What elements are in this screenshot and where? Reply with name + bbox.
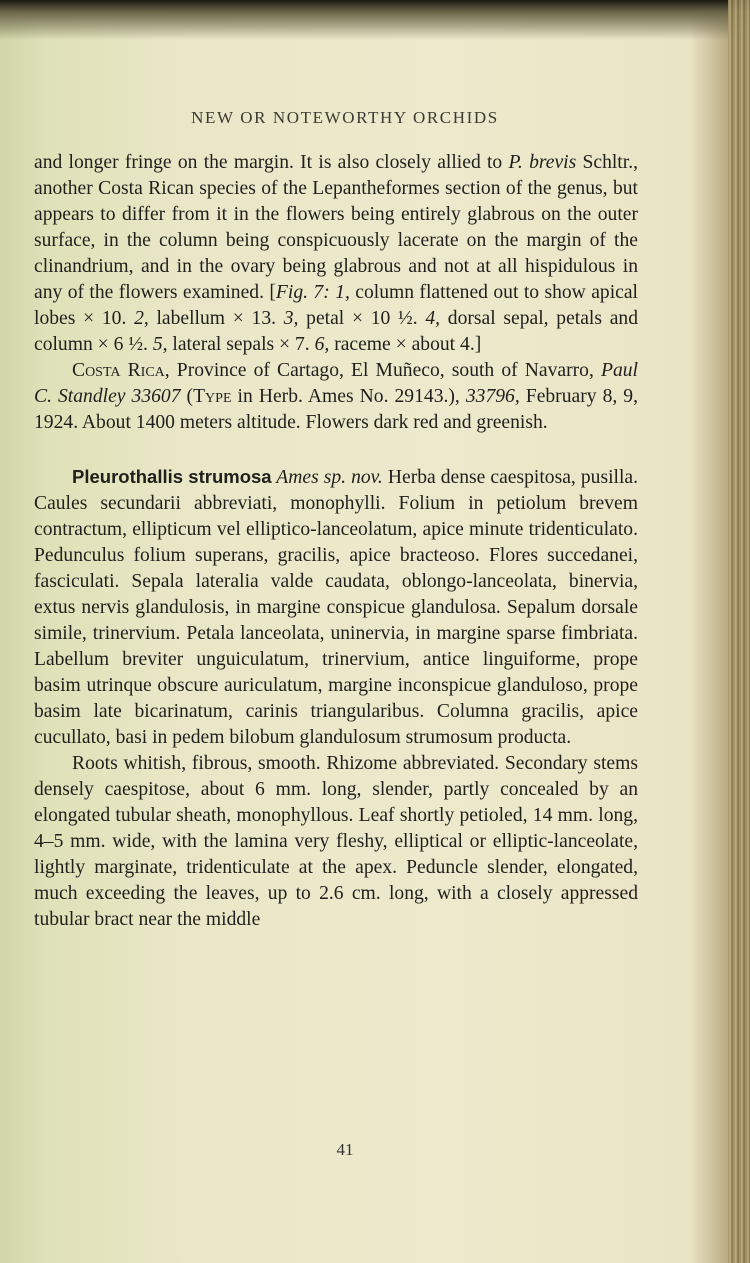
book-spine-edge	[728, 0, 750, 1263]
collector: Paul C. Standley 33607	[34, 360, 638, 407]
running-head: NEW OR NOTEWORTHY ORCHIDS	[191, 108, 499, 127]
species-heading: Pleurothallis strumosa	[72, 466, 272, 487]
main-text	[34, 150, 638, 933]
paragraph-specimen-citation: Costa Rica, Province of Cartago, El Muñeco, south of Navarro, Paul C. Standley 33607 (Type in Herb. Ames No. 29143.), 33796, February 8, 9, 1924. About 1400 meters altitude. Flowers dark red and greenish.	[34, 360, 638, 433]
page-number: 41	[336, 1140, 354, 1159]
paragraph-english-description: Roots whitish, fibrous, smooth. Rhizome abbreviated. Secondary stems densely caespitose, about 6 mm. long, slender, partly concealed by an elongated tubular sheath, monophyllous. Leaf shortly petioled, 14 mm. long, 4–5 mm. wide, with the lamina very fleshy, elliptical or elliptic-lanceolate, lightly marginate, tridenticulate at the apex. Peduncle slender, elongated, much exceeding the leaves, up to 2.6 cm. long, with a closely appressed tubular bract near the middle	[34, 753, 638, 930]
figure-ref: Fig. 7: 1,	[275, 282, 350, 303]
paragraph-latin-diagnosis: Pleurothallis strumosa Ames sp. nov. Herba dense caespitosa, pusilla. Caules secundarii abbreviati, monophylli. Folium in petiolum brevem contractum, ellipticum vel elliptico-lanceolatum, apice minute tridenticulato. Pedunculus folium superans, gracilis, apice bracteoso. Flores succedanei, fasciculati. Sepala lateralia valde caudata, oblongo-lanceolata, binervia, extus nervis glandulosis, in margine conspicue glandulosa. Sepalum dorsale simile, trinervium. Petala lanceolata, uninervia, in margine sparse fimbriata. Labellum breviter unguiculatum, trinervium, antice linguiforme, prope basim utrinque obscure auriculatum, margine inconspicue glanduloso, prope basim late bicarinatum, carinis triangularibus. Columna gracilis, apice cucullato, basi in pedem bilobum glandulosum strumosum producta.	[34, 466, 638, 748]
page-shadow	[0, 0, 750, 40]
species-authority: Ames sp. nov.	[271, 467, 383, 488]
section-gap	[34, 436, 638, 464]
paragraph-description-end: and longer fringe on the margin. It is also closely allied to P. brevis Schltr., another Costa Rican species of the Lepantheformes section of the genus, but appears to differ from it in the flowers being entirely glabrous on the outer surface, in the column being conspicuously lacerate on the margin of the clinandrium, and in the ovary being glabrous and not at all hispidulous in any of the flowers examined. [Fig. 7: 1, column flattened out to show apical lobes × 10. 2, labellum × 13. 3, petal × 10 ½. 4, dorsal sepal, petals and column × 6 ½. 5, lateral sepals × 7. 6, raceme × about 4.]	[34, 152, 639, 355]
species-ref: P. brevis	[508, 152, 577, 173]
